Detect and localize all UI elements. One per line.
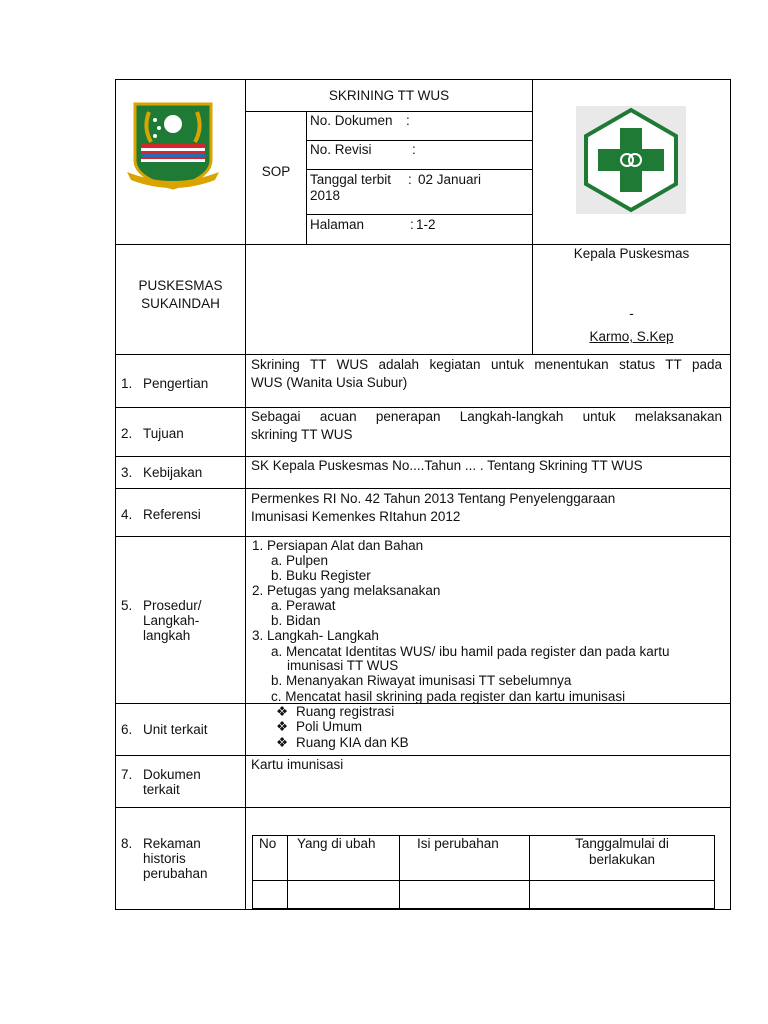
procedure-substep: b. Menanyakan Riwayat imunisasi TT sebelumnya (271, 673, 572, 688)
section-number: 3. (121, 465, 133, 480)
table-header-tanggal: Tanggalmulai di (575, 836, 669, 851)
diamond-bullet-icon: ❖ (276, 704, 289, 719)
field-sep: : (406, 113, 410, 128)
section-label-rekaman: Rekaman (143, 836, 201, 851)
section-number: 8. (121, 836, 133, 851)
procedure-step-heading: 1. Persiapan Alat dan Bahan (252, 538, 424, 553)
section-label-unit: Unit terkait (143, 722, 208, 737)
section-number: 6. (121, 722, 133, 737)
table-header-isi-perubahan: Isi perubahan (417, 836, 499, 851)
sop-label: SOP (261, 164, 291, 179)
procedure-substep: a. Perawat (271, 598, 336, 613)
tujuan-text-line1: Sebagai acuan penerapan Langkah-langkah untuk melaksanakan (251, 409, 722, 424)
section-number: 4. (121, 507, 133, 522)
section-label-rekaman-2: historis (143, 851, 186, 866)
head-name-text: Karmo, S.Kep (589, 329, 674, 344)
puskesmas-logo (576, 106, 686, 214)
procedure-substep-cont: imunisasi TT WUS (287, 658, 399, 673)
section-label-dokumen-2: terkait (143, 782, 180, 797)
section-number: 5. (121, 598, 133, 613)
referensi-text-line2: Imunisasi Kemenkes RItahun 2012 (251, 509, 461, 524)
regional-crest-logo (125, 98, 221, 194)
procedure-substep: b. Buku Register (271, 568, 371, 583)
field-value: 1-2 (416, 217, 436, 232)
section-number: 1. (121, 376, 133, 391)
diamond-bullet-icon: ❖ (276, 719, 289, 734)
pengertian-text-line2: WUS (Wanita Usia Subur) (251, 375, 408, 390)
field-value: 02 Januari (418, 172, 482, 187)
table-header-yang-di-ubah: Yang di ubah (297, 836, 376, 851)
procedure-substep: a. Mencatat Identitas WUS/ ibu hamil pada register dan pada kartu (271, 644, 670, 659)
dokumen-text: Kartu imunisasi (251, 757, 344, 772)
section-label-prosedur: Prosedur/ (143, 598, 202, 613)
field-label: Tanggal terbit (310, 172, 392, 187)
referensi-text-line1: Permenkes RI No. 42 Tahun 2013 Tentang Penyelenggaraan (251, 491, 616, 506)
section-number: 7. (121, 767, 133, 782)
section-number: 2. (121, 426, 133, 441)
unit-item: Ruang registrasi (296, 704, 395, 719)
section-label-kebijakan: Kebijakan (143, 465, 203, 480)
puskesmas-name-line2: SUKAINDAH (141, 296, 220, 311)
section-label-tujuan: Tujuan (143, 426, 184, 441)
unit-item: Poli Umum (296, 719, 363, 734)
pengertian-text-line1: Skrining TT WUS adalah kegiatan untuk menentukan status TT pada (251, 357, 722, 372)
field-label: No. Revisi (310, 142, 372, 157)
procedure-substep: b. Bidan (271, 613, 321, 628)
table-header-no: No (259, 836, 277, 851)
section-label-dokumen: Dokumen (143, 767, 201, 782)
field-label: Halaman (310, 217, 365, 232)
section-label-pengertian: Pengertian (143, 376, 209, 391)
unit-item: Ruang KIA dan KB (296, 735, 409, 750)
section-label-referensi: Referensi (143, 507, 201, 522)
head-title: Kepala Puskesmas (573, 246, 690, 261)
section-label-rekaman-3: perubahan (143, 866, 208, 881)
table-header-tanggal-2: berlakukan (588, 852, 656, 867)
head-name (533, 329, 730, 344)
section-label-prosedur-3: langkah (143, 628, 191, 643)
sop-title: SKRINING TT WUS (328, 88, 450, 103)
kebijakan-text: SK Kepala Puskesmas No....Tahun ... . Tentang Skrining TT WUS (251, 458, 643, 473)
procedure-step-heading: 2. Petugas yang melaksanakan (252, 583, 441, 598)
puskesmas-name-line1: PUSKESMAS (138, 278, 223, 293)
section-label-prosedur-2: Langkah- (143, 613, 200, 628)
field-value-year: 2018 (310, 188, 341, 203)
procedure-substep: a. Pulpen (271, 553, 329, 568)
signature-dash: - (629, 306, 634, 321)
procedure-substep: c. Mencatat hasil skrining pada register dan kartu imunisasi (271, 689, 626, 704)
tujuan-text-line2: skrining TT WUS (251, 427, 353, 442)
procedure-step-heading: 3. Langkah- Langkah (252, 628, 379, 643)
field-sep: : (408, 172, 412, 187)
diamond-bullet-icon: ❖ (276, 735, 289, 750)
field-sep: : (412, 142, 416, 157)
field-label: No. Dokumen (310, 113, 393, 128)
field-sep: : (410, 217, 414, 232)
